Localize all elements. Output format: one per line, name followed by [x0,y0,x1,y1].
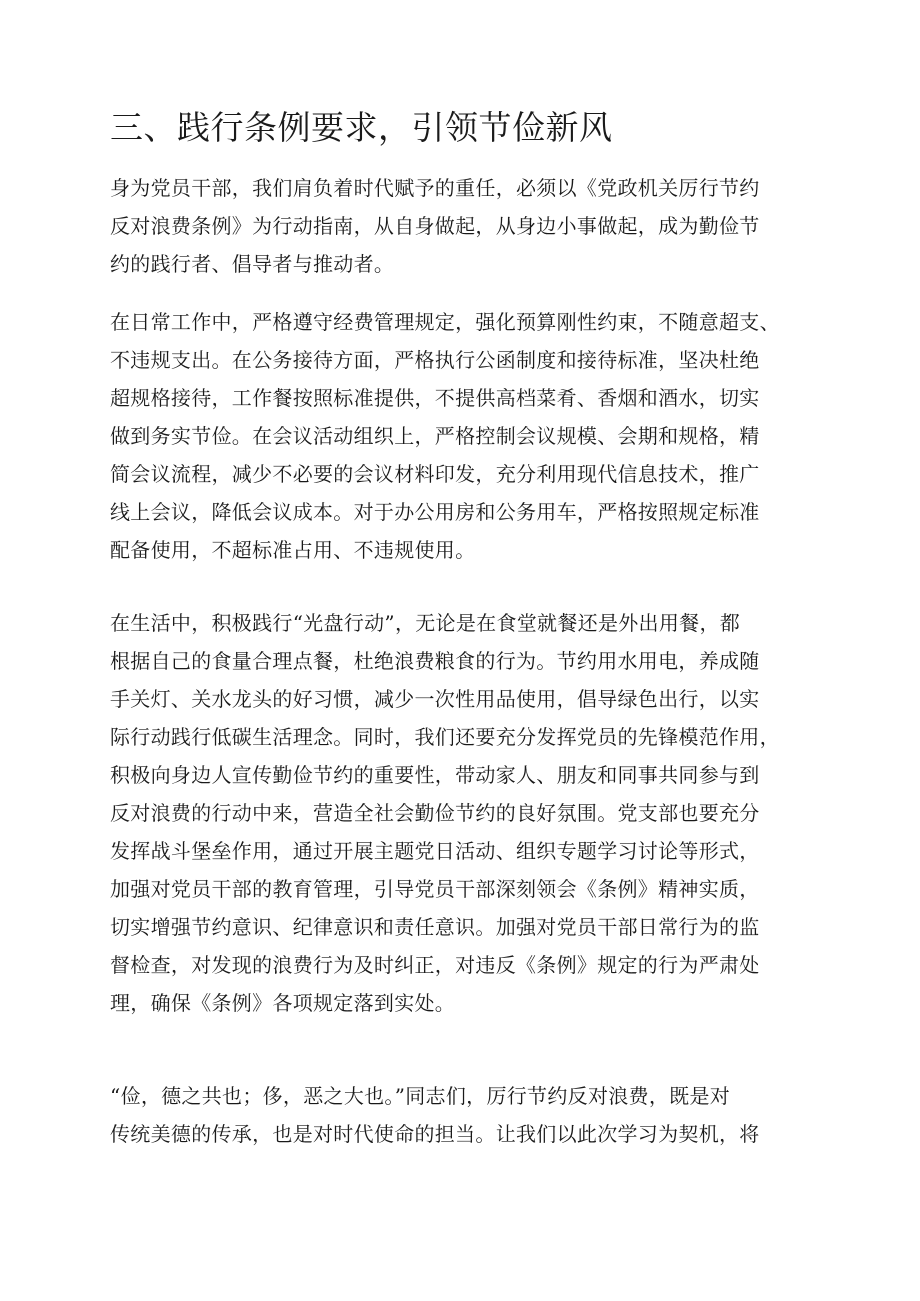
text-line: 理，确保《条例》各项规定落到实处。 [110,991,456,1015]
text-line: 超规格接待，工作餐按照标准提供，不提供高档菜肴、香烟和酒水，切实 [110,386,760,410]
text-line: 切实增强节约意识、纪律意识和责任意识。加强对党员干部日常行为的监 [110,915,760,939]
text-line: 在日常工作中，严格遵守经费管理规定，强化预算刚性约束，不随意超支、 [110,310,780,334]
paragraph-work [110,303,780,569]
text-line: 在生活中，积极践行“光盘行动”，无论是在食堂就餐还是外出用餐，都 [110,611,741,635]
text-line: 督检查，对发现的浪费行为及时纠正，对违反《条例》规定的行为严肃处 [110,953,760,977]
paragraph-intro [110,169,760,283]
text-line: 配备使用，不超标准占用、不违规使用。 [110,538,476,562]
text-line: 传统美德的传承，也是对时代使命的担当。让我们以此次学习为契机，将 [110,1122,760,1146]
text-line: “俭，德之共也；侈，恶之大也。”同志们，厉行节约反对浪费，既是对 [110,1084,731,1108]
text-line: 身为党员干部，我们肩负着时代赋予的重任，必须以《党政机关厉行节约 [110,176,760,200]
paragraph-closing [110,1077,760,1153]
text-line: 根据自己的食量合理点餐，杜绝浪费粮食的行为。节约用水用电，养成随 [110,649,760,673]
text-line: 不违规支出。在公务接待方面，严格执行公函制度和接待标准，坚决杜绝 [110,348,760,372]
text-line: 积极向身边人宣传勤俭节约的重要性，带动家人、朋友和同事共同参与到 [110,763,760,787]
text-line: 做到务实节俭。在会议活动组织上，严格控制会议规模、会期和规格，精 [110,424,760,448]
paragraph-life [110,604,780,1022]
text-line: 加强对党员干部的教育管理，引导党员干部深刻领会《条例》精神实质， [110,877,760,901]
text-line: 反对浪费的行动中来，营造全社会勤俭节约的良好氛围。党支部也要充分 [110,801,760,825]
section-heading: 三、践行条例要求，引领节俭新风 [110,108,613,147]
text-line: 际行动践行低碳生活理念。同时，我们还要充分发挥党员的先锋模范作用， [110,725,780,749]
text-line: 约的践行者、倡导者与推动者。 [110,252,395,276]
text-line: 线上会议，降低会议成本。对于办公用房和公务用车，严格按照规定标准 [110,500,760,524]
text-line: 手关灯、关水龙头的好习惯，减少一次性用品使用，倡导绿色出行，以实 [110,687,760,711]
text-line: 反对浪费条例》为行动指南，从自身做起，从身边小事做起，成为勤俭节 [110,214,760,238]
text-line: 简会议流程，减少不必要的会议材料印发，充分利用现代信息技术，推广 [110,462,760,486]
text-line: 发挥战斗堡垒作用，通过开展主题党日活动、组织专题学习讨论等形式， [110,839,760,863]
